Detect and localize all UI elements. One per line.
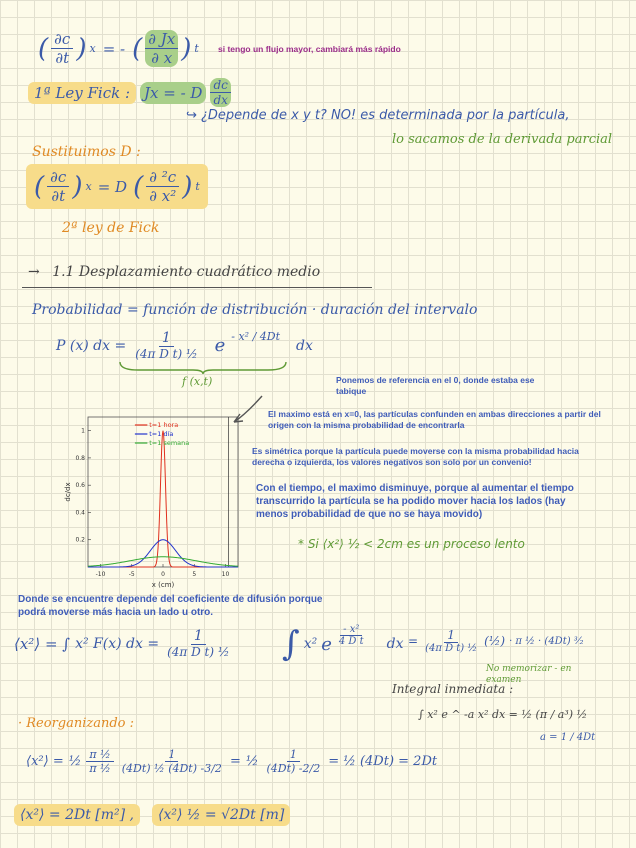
prob-line: Probabilidad = función de distribución · duración del intervalo [32, 302, 478, 318]
section-underline [22, 287, 372, 288]
note-2: El maximo está en x=0, las partículas confunden en ambas direcciones a partir del origen con la misma probabilidad de encontrarla [268, 409, 601, 430]
x-tick-label: 5 [192, 571, 197, 578]
a-def: a = 1 / 4Dt [540, 732, 596, 743]
fick1-label: 1ª Ley Fick : [28, 82, 136, 104]
diffusion-chart [60, 407, 250, 597]
sust-eq: ( $\frac{\partial c}{\partial t}$ ) x = D ( $\frac{\text{∂ ²c}}{\text{∂ x²}}$ ) t [26, 164, 208, 209]
y-tick-label: 0.2 [75, 536, 85, 544]
meansq-eq: ⟨x²⟩ = ∫ x² F(x) dx = $\frac{1}{\text{(4π D t) ½}}$ [14, 628, 230, 659]
no-memorizar: No memorizar - en examen [486, 664, 572, 685]
eq1: ( $\frac{\partial c}{\partial t}$ ) x = - ( $\frac{\partial Jx}{\partial x}$ ) t [38, 30, 199, 67]
integral-expr: ∫ x² e ^ -a x² dx = ½ (π / a³) ½ [418, 708, 588, 721]
legend-label-3: t=1 semana [149, 439, 190, 447]
prob-eq: P (x) dx = $\frac{1}{\text{(4π D t) ½}}$ e $^{- x^2 / 4Dt}$ dx [56, 330, 313, 361]
fick1-comment-2: lo sacamos de la derivada parcial [392, 132, 613, 147]
section-header: → 1.1 Desplazamiento cuadrático medio [28, 264, 321, 280]
y-tick-label: 1 [81, 427, 85, 435]
note-1: Ponemos de referencia en el 0, donde estaba ese tabique [336, 375, 535, 396]
prob-under: f (x,t) [182, 375, 213, 388]
fick1-expr: Jx = - D $\frac{dc}{dx}$ [140, 78, 231, 107]
note-3: Es simétrica porque la partícula puede moverse con la misma probabilidad hacia derecha o izquierda, los valores negativos son solo por un convenio! [252, 446, 579, 467]
note-6: Donde se encuentre depende del coeficiente de difusión porque podrá moverse más hacia un lado u otro. [18, 594, 323, 618]
eq1-lhs-frac: $\frac{\partial c}{\partial t}$ [51, 30, 73, 67]
series-line-2 [88, 540, 238, 567]
prob-brace [118, 360, 288, 374]
reorg-label: · Reorganizando : [18, 716, 135, 731]
meansq-int2: ∫ x² e $\frac{\text{- x²}}{\text{4 D t}}$ dx [282, 623, 404, 664]
x-tick-label: 10 [221, 571, 230, 578]
x-axis-label: x (cm) [151, 581, 175, 589]
note-5: * Si ⟨x²⟩ ½ < 2cm es un proceso lento [298, 537, 525, 551]
meansq-result: = $\frac{1}{\text{(4π D t) ½}}$ (½) · π ½ · (4Dt) ³⁄₂ [408, 628, 584, 654]
note-4: Con el tiempo, el maximo disminuye, porque al aumentar el tiempo transcurrido la partícula se ha podido mover hacia los lados (hay menos probabilidad de que no se haya movido) [256, 483, 574, 520]
x-tick-label: -5 [128, 571, 135, 578]
x-tick-label: -10 [95, 571, 106, 578]
y-tick-label: 0.6 [75, 482, 85, 490]
reorg-eq: ⟨x²⟩ = ½ $\frac{\text{π ½}}{\text{π ½}}$ $\frac{1}{\text{(4Dt) ½ (4Dt) -3/2}}$ = ½ $\frac{1}{(4Dt) -2/2}$ = ½ (4Dt) = 2Dt [26, 748, 438, 775]
eq1-note: si tengo un flujo mayor, cambiará más rápido [218, 44, 401, 54]
legend-label-1: t=1 hora [149, 421, 179, 429]
sust-label: Sustituimos D : [32, 144, 141, 160]
sust-caption: 2ª ley de Fick [62, 220, 160, 236]
integral-label: Integral inmediata : [392, 682, 514, 696]
legend-label-2: t=1 día [149, 430, 174, 438]
y-axis-label: dc/dx [64, 482, 72, 502]
pointer-arrow [226, 394, 266, 428]
series-line-1 [88, 431, 238, 567]
final-results: ⟨x²⟩ = 2Dt [m²] , ⟨x²⟩ ½ = √2Dt [m] [14, 804, 290, 826]
x-tick-label: 0 [161, 571, 165, 578]
fick1-comment-1: ↪ ¿Depende de x y t? NO! es determinada por la partícula, [186, 108, 570, 123]
eq1-rhs-frac: $\frac{\partial Jx}{\partial x}$ [145, 30, 178, 67]
y-tick-label: 0.8 [75, 454, 85, 462]
y-tick-label: 0.4 [75, 509, 85, 517]
